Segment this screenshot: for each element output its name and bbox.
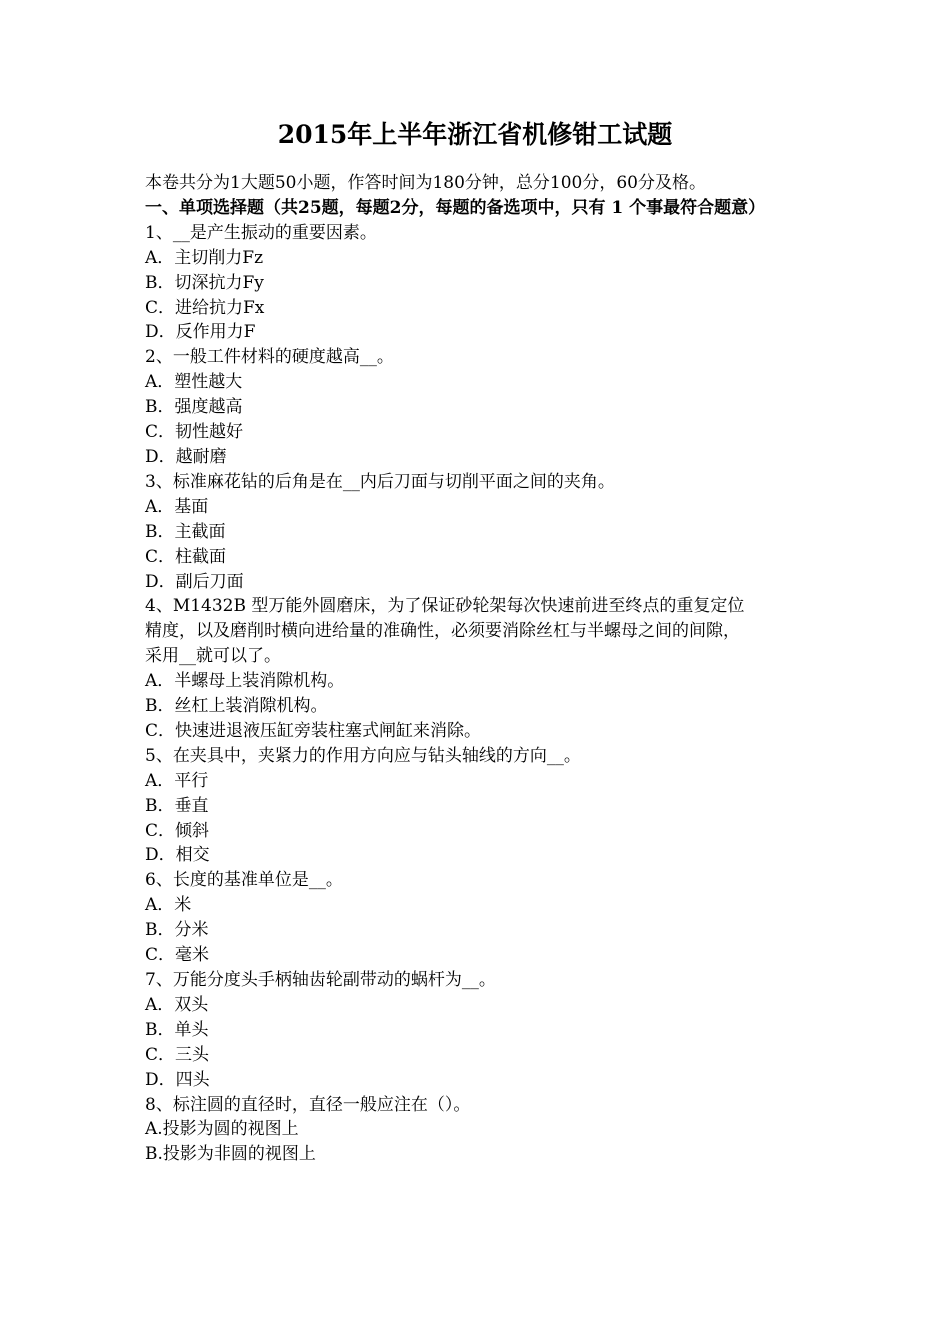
answer-option: C．快速进退液压缸旁装柱塞式闸缸来消除。 <box>145 720 482 741</box>
question-stem: 6、长度的基准单位是__。 <box>145 870 343 891</box>
answer-option: D．越耐磨 <box>145 446 227 467</box>
answer-option: B．切深抗力Fy <box>145 272 264 293</box>
question-stem-line: 精度，以及磨削时横向进给量的准确性，必须要消除丝杠与半螺母之间的间隙， <box>145 621 740 642</box>
answer-option: A．双头 <box>145 994 209 1015</box>
answer-option: B．单头 <box>145 1019 209 1040</box>
answer-option: A.投影为圆的视图上 <box>145 1119 299 1140</box>
answer-option: D．副后刀面 <box>145 571 244 592</box>
answer-option: D．四头 <box>145 1069 210 1090</box>
question-stem: 5、在夹具中，夹紧力的作用方向应与钻头轴线的方向__。 <box>145 745 581 766</box>
question-stem: 7、万能分度头手柄轴齿轮副带动的蜗杆为__。 <box>145 970 496 990</box>
answer-option: A．米 <box>145 895 192 916</box>
answer-option: A．主切削力Fz <box>145 247 264 268</box>
answer-option: B．垂直 <box>145 795 209 816</box>
answer-option: A．塑性越大 <box>145 372 243 393</box>
question-stem-line: 采用__就可以了。 <box>145 646 281 667</box>
answer-option: A．基面 <box>145 496 209 517</box>
answer-option: D．相交 <box>145 845 210 866</box>
answer-option: D．反作用力F <box>145 322 256 343</box>
answer-option: B．丝杠上装消隙机构。 <box>145 696 328 717</box>
answer-option: C．三头 <box>145 1044 210 1065</box>
section-heading: 一、单项选择题（共25题，每题2分，每题的备选项中，只有 1 个事最符合题意） <box>145 197 766 218</box>
answer-option: C．倾斜 <box>145 820 210 841</box>
answer-option: B.投影为非圆的视图上 <box>145 1144 316 1165</box>
answer-option: A．半螺母上装消隙机构。 <box>145 671 345 692</box>
answer-option: C．柱截面 <box>145 546 227 567</box>
question-stem-line: 4、M1432B 型万能外圆磨床，为了保证砂轮架每次快速前进至终点的重复定位 <box>145 596 745 617</box>
question-stem: 3、标准麻花钻的后角是在__内后刀面与切削平面之间的夹角。 <box>145 471 615 492</box>
answer-option: C．毫米 <box>145 945 210 966</box>
answer-option: B．分米 <box>145 920 209 941</box>
question-stem: 8、标注圆的直径时，直径一般应注在（）。 <box>145 1094 471 1115</box>
exam-content <box>145 171 815 1167</box>
question-stem: 2、一般工件材料的硬度越高__。 <box>145 347 394 368</box>
exam-intro: 本卷共分为1大题50小题，作答时间为180分钟，总分100分，60分及格。 <box>145 173 706 193</box>
question-stem: 1、__是产生振动的重要因素。 <box>145 222 377 243</box>
answer-option: B．强度越高 <box>145 397 243 418</box>
answer-option: A．平行 <box>145 770 209 791</box>
answer-option: C．韧性越好 <box>145 422 244 443</box>
answer-option: B．主截面 <box>145 521 226 542</box>
page-title: 2015年上半年浙江省机修钳工试题 <box>277 120 673 149</box>
answer-option: C．进给抗力Fx <box>145 297 265 318</box>
